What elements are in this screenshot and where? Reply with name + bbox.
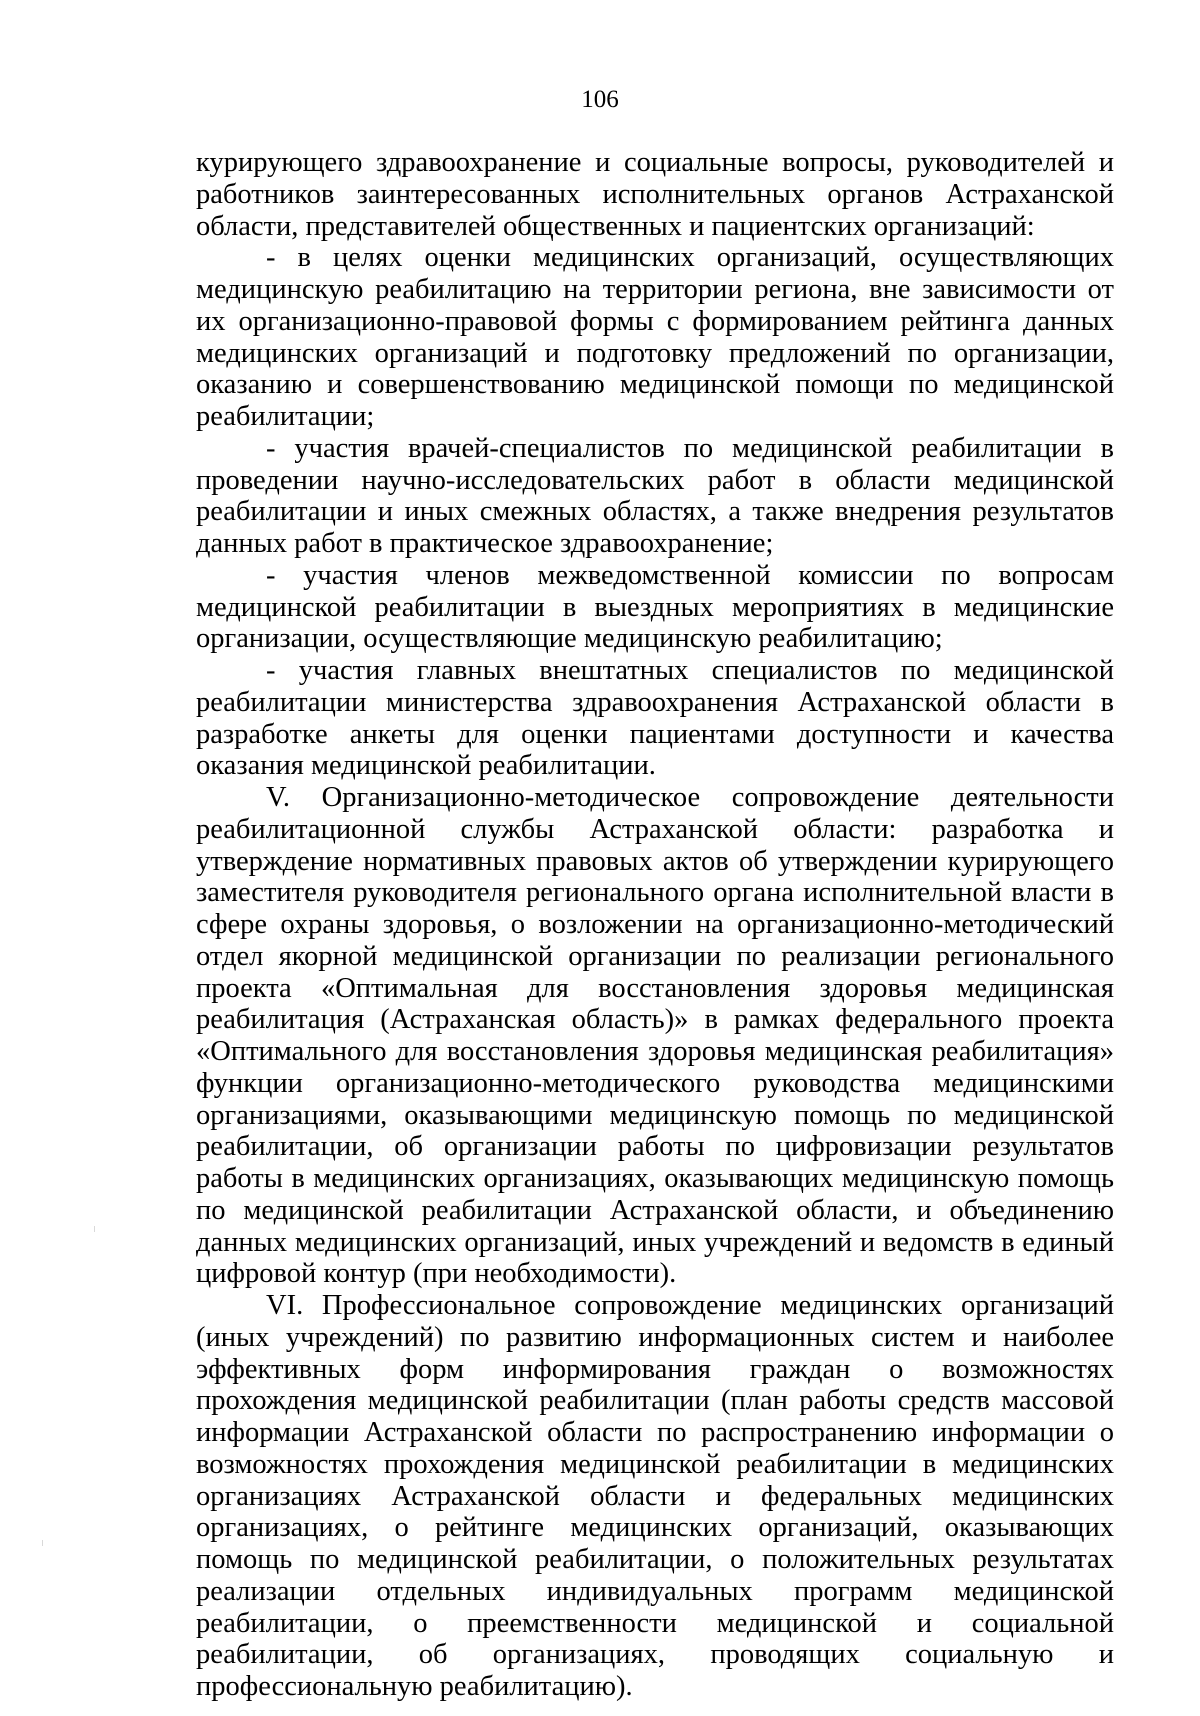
list-item-evaluation: - в целях оценки медицинских организаций, осуществляющих медицинскую реабилитацию на территории региона, вне зависимости от их организационно-правовой формы с формированием рейтинга данных медицинских организаций и подготовку предложений по организации, оказанию и совершенствованию медицинской помощи по медицинской реабилитации;	[196, 242, 1114, 432]
list-item-survey: - участия главных внештатных специалистов по медицинской реабилитации министерства здравоохранения Астраханской области в разработке анкеты для оценки пациентами доступности и качества оказания медицинской реабилитации.	[196, 655, 1114, 782]
section-vi-paragraph: VI. Профессиональное сопровождение медицинских организаций (иных учреждений) по развитию информационных систем и наиболее эффективных форм информирования граждан о возможностях прохождения медицинской реабилитации (план работы средств массовой информации Астраханской области по распространению информации о возможностях прохождения медицинской реабилитации в медицинских организациях Астраханской области и федеральных медицинских организациях, о рейтинге медицинских организаций, оказывающих помощь по медицинской реабилитации, о положительных результатах реализации отдельных индивидуальных программ медицинской реабилитации, о преемственности медицинской и социальной реабилитации, об организациях, проводящих социальную и профессиональную реабилитацию).	[196, 1290, 1114, 1702]
list-item-research: - участия врачей-специалистов по медицинской реабилитации в проведении научно-исследовательских работ в области медицинской реабилитации и иных смежных областях, а также внедрения результатов данных работ в практическое здравоохранение;	[196, 432, 1114, 559]
scan-margin-mark	[42, 1540, 43, 1546]
paragraph-continuation: курирующего здравоохранение и социальные вопросы, руководителей и работников заинтересованных исполнительных органов Астраханской области, представителей общественных и пациентских организаций:	[196, 147, 1114, 242]
page-number: 106	[581, 86, 619, 113]
list-item-commission: - участия членов межведомственной комиссии по вопросам медицинской реабилитации в выездных мероприятиях в медицинские организации, осуществляющие медицинскую реабилитацию;	[196, 559, 1114, 655]
section-v-paragraph: V. Организационно-методическое сопровождение деятельности реабилитационной службы Астраханской области: разработка и утверждение нормативных правовых актов об утверждении курирующего заместителя руководителя регионального органа исполнительной власти в сфере охраны здоровья, о возложении на организационно-методический отдел якорной медицинской организации по реализации регионального проекта «Оптимальная для восстановления здоровья медицинская реабилитация (Астраханская область)» в рамках федерального проекта «Оптимального для восстановления здоровья медицинская реабилитация» функции организационно-методического руководства медицинскими организациями, оказывающими медицинскую помощь по медицинской реабилитации, об организации работы по цифровизации результатов работы в медицинских организациях, оказывающих медицинскую помощь по медицинской реабилитации Астраханской области, и объединению данных медицинских организаций, иных учреждений и ведомств в единый цифровой контур (при необходимости).	[196, 782, 1114, 1290]
document-body	[196, 147, 1114, 1703]
scan-margin-mark	[94, 1226, 95, 1232]
